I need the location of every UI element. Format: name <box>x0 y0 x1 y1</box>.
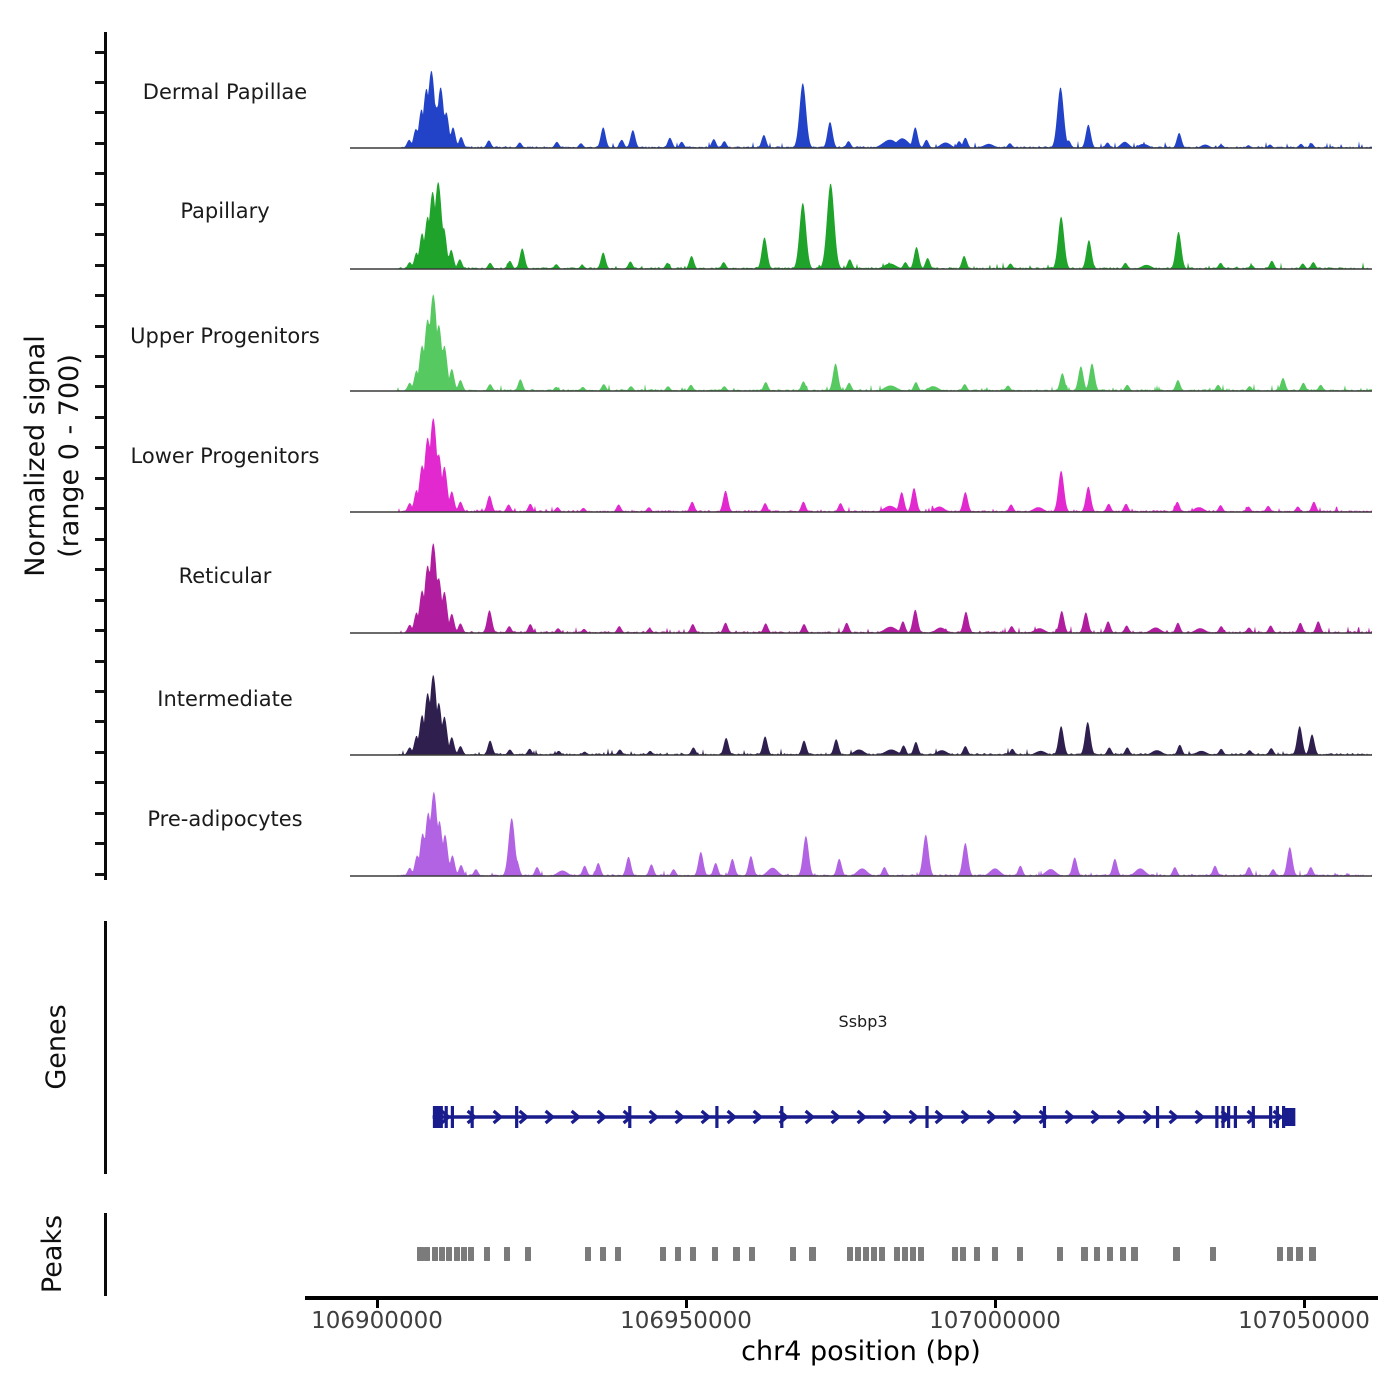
exon-tick <box>1156 1106 1159 1128</box>
exon-tick <box>1215 1106 1218 1128</box>
peak-region <box>918 1247 925 1261</box>
signal-axis-tick <box>95 507 104 510</box>
gene-name-label: Ssbp3 <box>838 1012 888 1031</box>
signal-axis-tick <box>95 294 104 297</box>
peak-region <box>871 1247 878 1261</box>
signal-track-upper-progenitors <box>350 289 1372 393</box>
peak-region <box>790 1247 797 1261</box>
signal-axis-tick <box>95 111 104 114</box>
peaks-axis-spine <box>104 1213 107 1296</box>
track-label-dermal-papillae: Dermal Papillae <box>142 80 308 104</box>
track-label-papillary: Papillary <box>180 199 270 223</box>
signal-area <box>350 182 1372 269</box>
x-tick-label-0: 106900000 <box>311 1308 443 1334</box>
x-tick-label-1: 106950000 <box>620 1308 752 1334</box>
signal-axis-tick <box>95 629 104 632</box>
peak-region <box>1094 1247 1101 1261</box>
signal-axis-tick <box>95 477 104 480</box>
exon-tick <box>515 1106 518 1128</box>
signal-axis-tick <box>95 51 104 54</box>
signal-area <box>350 543 1372 633</box>
peak-region <box>424 1247 431 1261</box>
peak-region <box>461 1247 468 1261</box>
exon-tick <box>628 1106 631 1128</box>
track-label-lower-progenitors: Lower Progenitors <box>130 444 320 468</box>
peak-region <box>525 1247 532 1261</box>
exon-tick <box>445 1106 448 1128</box>
peak-region <box>960 1247 967 1261</box>
peaks-section-label-text: Peaks <box>37 1214 69 1294</box>
peaks-section-label <box>33 1154 73 1354</box>
exon-tick <box>925 1106 928 1128</box>
signal-track-reticular <box>350 531 1372 635</box>
peak-region <box>504 1247 511 1261</box>
peak-region <box>585 1247 592 1261</box>
exon-tick <box>440 1106 443 1128</box>
signal-axis-tick <box>95 720 104 723</box>
peak-region <box>1057 1247 1064 1261</box>
peak-region <box>974 1247 981 1261</box>
peak-region <box>1173 1247 1180 1261</box>
signal-axis-tick <box>95 142 104 145</box>
peak-region <box>1287 1247 1294 1261</box>
peak-region <box>1120 1247 1127 1261</box>
peak-region <box>468 1247 475 1261</box>
genes-section-label-text: Genes <box>41 1004 73 1090</box>
peak-region <box>952 1247 959 1261</box>
peak-region <box>417 1247 424 1261</box>
peak-region <box>432 1247 439 1261</box>
signal-axis-tick <box>95 781 104 784</box>
exon-tick <box>1269 1106 1272 1128</box>
signal-track-dermal-papillae <box>350 46 1372 150</box>
signal-area <box>350 294 1372 391</box>
peak-region <box>855 1247 862 1261</box>
peak-region <box>690 1247 697 1261</box>
peak-region <box>600 1247 607 1261</box>
gene-end-exon-block <box>1285 1108 1296 1126</box>
signal-axis-tick <box>95 751 104 754</box>
y-axis-label-text <box>19 335 87 577</box>
exon-tick <box>1252 1106 1255 1128</box>
peak-region <box>1296 1247 1303 1261</box>
peak-region <box>454 1247 461 1261</box>
peak-region <box>675 1247 682 1261</box>
exon-tick <box>780 1106 783 1128</box>
genes-axis-spine <box>104 921 107 1174</box>
peak-region <box>749 1247 756 1261</box>
y-axis-label-line1: Normalized signal <box>20 335 52 577</box>
track-label-reticular: Reticular <box>178 564 272 588</box>
peak-region <box>863 1247 870 1261</box>
signal-area <box>350 418 1372 512</box>
exon-tick <box>1043 1106 1046 1128</box>
peak-region <box>712 1247 719 1261</box>
peak-region <box>902 1247 909 1261</box>
peak-region <box>1107 1247 1114 1261</box>
signal-track-papillary <box>350 167 1372 271</box>
peak-region <box>992 1247 999 1261</box>
peak-region <box>1081 1247 1088 1261</box>
genes-section-label <box>37 947 77 1147</box>
peak-region <box>1277 1247 1284 1261</box>
x-axis-tick <box>1303 1299 1306 1308</box>
peak-region <box>484 1247 491 1261</box>
y-axis-label <box>21 256 85 656</box>
exon-tick <box>1234 1106 1237 1128</box>
exon-tick <box>1276 1106 1279 1128</box>
exon-tick <box>471 1106 474 1128</box>
peak-region <box>446 1247 453 1261</box>
signal-area <box>350 675 1372 755</box>
peak-region <box>615 1247 622 1261</box>
signal-axis-tick <box>95 842 104 845</box>
signal-axis-tick <box>95 538 104 541</box>
peak-region <box>1309 1247 1316 1261</box>
track-label-upper-progenitors: Upper Progenitors <box>130 324 320 348</box>
exon-tick <box>715 1106 718 1128</box>
track-label-intermediate: Intermediate <box>157 687 293 711</box>
x-axis-title: chr4 position (bp) <box>741 1336 981 1367</box>
gene-model-ssbp3 <box>350 1087 1372 1149</box>
y-axis-label-line2: (range 0 - 700) <box>54 354 85 558</box>
exon-tick <box>1227 1106 1230 1128</box>
peak-region <box>733 1247 740 1261</box>
signal-axis-tick <box>95 660 104 663</box>
signal-axis-tick <box>95 264 104 267</box>
signal-axis-tick <box>95 355 104 358</box>
x-axis-tick <box>685 1299 688 1308</box>
exon-tick <box>1282 1106 1285 1128</box>
peak-region <box>910 1247 917 1261</box>
signal-area <box>350 792 1372 877</box>
exon-tick <box>451 1106 454 1128</box>
track-label-pre-adipocytes: Pre-adipocytes <box>147 807 303 831</box>
signal-track-intermediate <box>350 653 1372 757</box>
x-tick-label-3: 107050000 <box>1238 1308 1370 1334</box>
signal-axis-tick <box>95 385 104 388</box>
peak-region <box>894 1247 901 1261</box>
peak-region <box>439 1247 446 1261</box>
signal-track-lower-progenitors <box>350 410 1372 514</box>
x-axis-line <box>305 1296 1378 1300</box>
signal-axis-tick <box>95 233 104 236</box>
x-axis-tick <box>376 1299 379 1308</box>
peak-region <box>1131 1247 1138 1261</box>
signal-axis-tick <box>95 416 104 419</box>
peak-region <box>1210 1247 1217 1261</box>
peak-region <box>1017 1247 1024 1261</box>
peak-region <box>847 1247 854 1261</box>
signal-axis-tick <box>95 599 104 602</box>
signal-axis-tick <box>95 172 104 175</box>
peak-region <box>809 1247 816 1261</box>
x-tick-label-2: 107000000 <box>929 1308 1061 1334</box>
exon-tick <box>1221 1106 1224 1128</box>
signal-axis-tick <box>95 873 104 876</box>
peak-region <box>660 1247 667 1261</box>
x-axis-tick <box>994 1299 997 1308</box>
peak-region <box>879 1247 886 1261</box>
signal-track-pre-adipocytes <box>350 774 1372 878</box>
signal-area <box>350 71 1372 148</box>
